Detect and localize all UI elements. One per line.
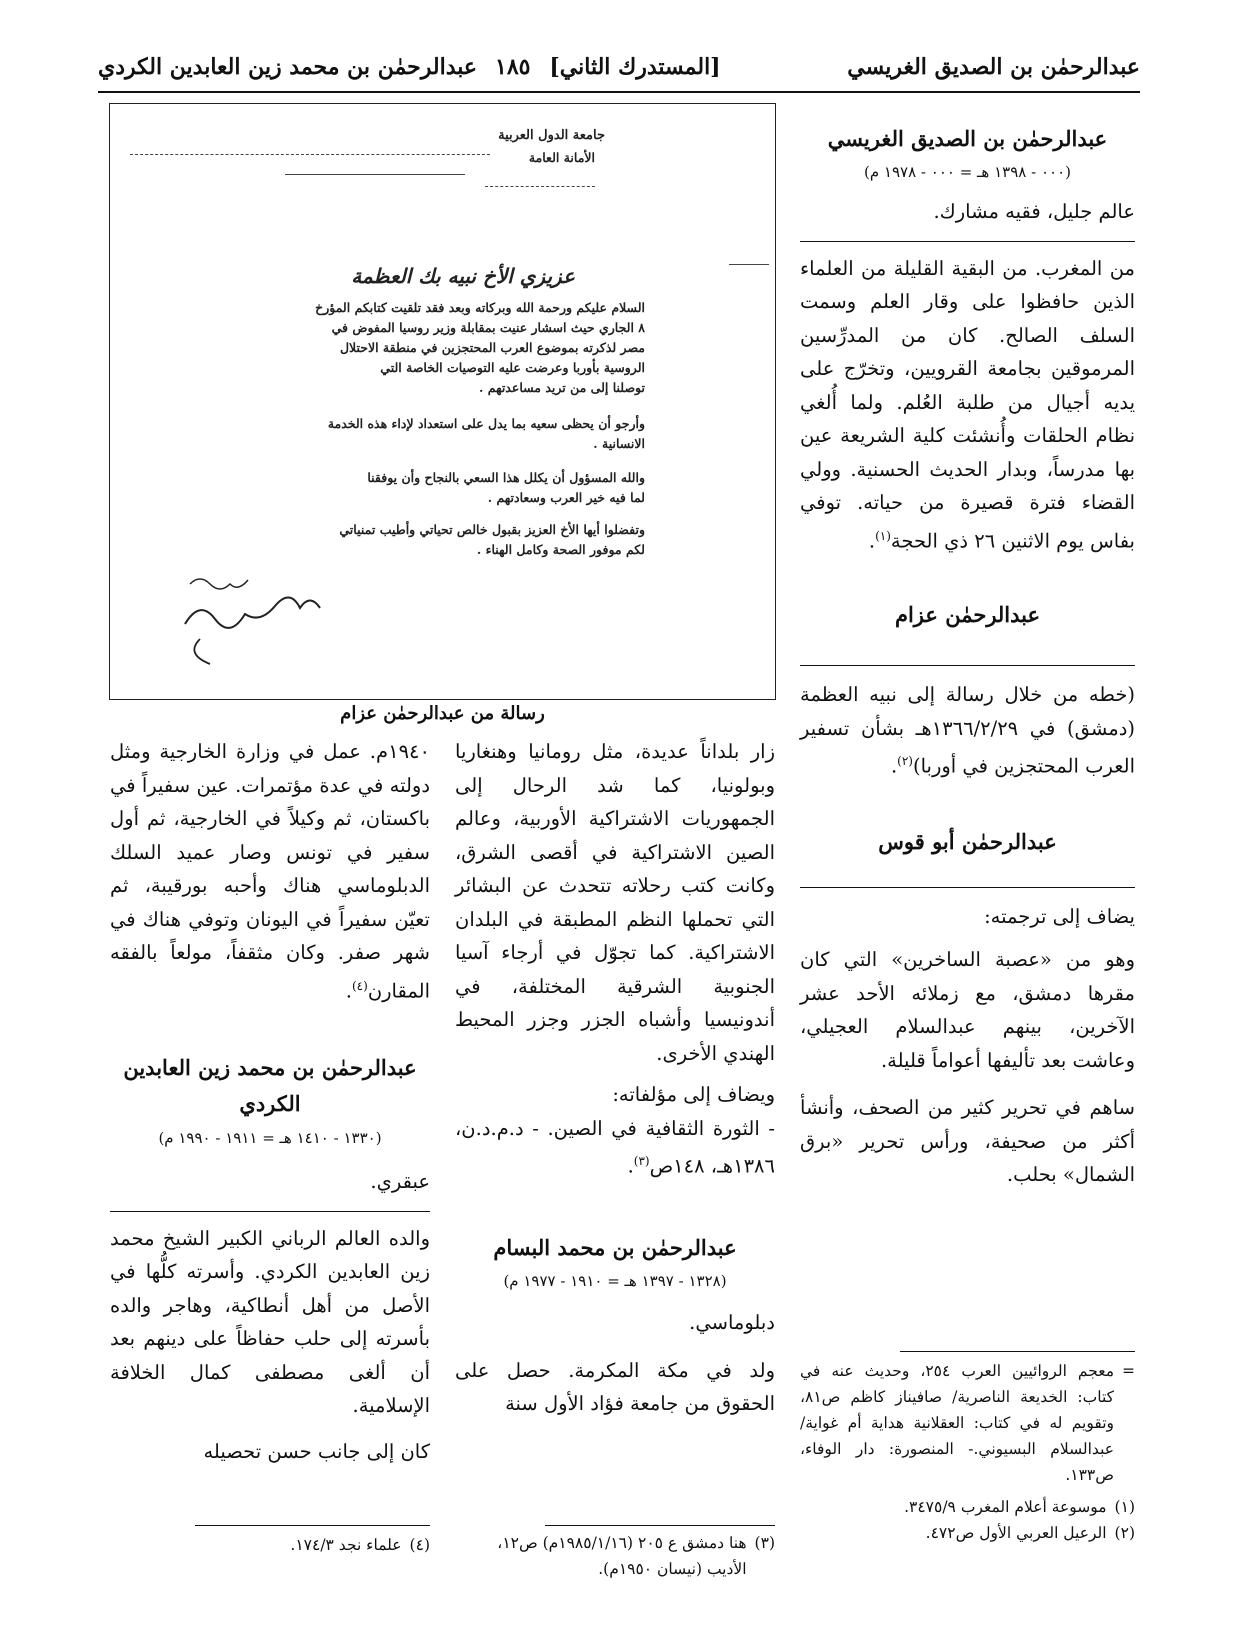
letter-line: توصلنا إلى من تريد مساعدتهم . bbox=[479, 380, 645, 395]
letterhead-scribble bbox=[485, 186, 595, 187]
entry-dates: (١٣٣٠ - ١٤١٠ هـ = ١٩١١ - ١٩٩٠ م) bbox=[158, 1128, 382, 1147]
letter-greeting: عزيزي الأخ نبيه بك العظمة bbox=[351, 264, 575, 288]
footnote-marker: (١) bbox=[1114, 1498, 1135, 1516]
footnote-text: علماء نجد ١٧٤/٣. bbox=[290, 1536, 402, 1554]
entry-title-line: عبدالرحمٰن بن محمد زين العابدين bbox=[123, 1054, 417, 1080]
entry-body: من المغرب. من البقية القليلة من العلماء الذين حافظوا على وقار العلم وسمت السلف الصالح. كان من المدرِّسين المرموقين بجامعة القرويين، وتخرّج على يديه أجيال من طلبة العُلم. ولما أُلغي نظام الحلقات وأُنشئت كلية الشريعة عين بها مدرساً، وبدار الحديث الحسنية. وولي القضاء فترة قصيرة من حياته. توفي بفاس يوم الاثنين ٢٦ ذي الحجة$^{(١)}$. bbox=[800, 256, 1135, 552]
entry-title: عبدالرحمٰن عزام bbox=[894, 601, 1041, 627]
entry-paragraph: وهو من «عصبة الساخرين» التي كان مقرها دمشق، مع زملائه الأحد عشر الآخرين، بينهم عبدالسلام العجيلي، وعاشت بعد تأليفها أعواماً قليلة. bbox=[800, 948, 1135, 1072]
entry-title bbox=[110, 1050, 430, 1122]
section-divider bbox=[800, 241, 1135, 242]
entry-dates: (٠٠٠ - ١٣٩٨ هـ = ٠٠٠ - ١٩٧٨ م) bbox=[864, 162, 1071, 181]
entry-dates: (١٣٢٨ - ١٣٩٧ هـ = ١٩١٠ - ١٩٧٧ م) bbox=[503, 1271, 727, 1290]
letter-facsimile bbox=[109, 103, 776, 700]
footnote-marker: (٣) bbox=[754, 1534, 775, 1552]
footnote-marker: (٢) bbox=[1114, 1524, 1135, 1542]
entry-title: عبدالرحمٰن بن الصديق الغريسي bbox=[827, 126, 1108, 151]
running-header-left: عبدالرحمٰن بن محمد زين العابدين الكردي bbox=[98, 54, 478, 80]
letterhead-date-line bbox=[285, 174, 465, 175]
letter-org-subtitle: الأمانة العامة bbox=[528, 150, 595, 165]
footnote-ref: (٤) bbox=[351, 978, 368, 993]
letter-line: وأرجو أن يحظى سعيه بما يدل على استعداد لإداء هذه الخدمة bbox=[327, 416, 645, 431]
footnote-text: معجم الروائيين العرب ٢٥٤، وحديث عنه في كتاب: الخديعة الناصرية/ صافيناز كاظم ص٨١، وتقويم له في كتاب: العقلانية هداية أم غواية/ عبدالسلام البسيوني.- المنصورة: دار الوفاء، ص١٣٣. bbox=[800, 1362, 1114, 1484]
header-rule bbox=[98, 91, 1140, 93]
letter-line: مصر لذكرته بموضوع العرب المحتجزين في منطقة الاحتلال bbox=[339, 340, 645, 355]
footnote-ref: (١) bbox=[875, 528, 891, 543]
footnote bbox=[455, 1530, 775, 1582]
letter-caption: رسالة من عبدالرحمٰن عزام bbox=[340, 703, 545, 724]
footnote bbox=[800, 1494, 1135, 1520]
letter-line: وتفضلوا أيها الأخ العزيز بقبول خالص تحياتي وأطيب تمنياتي bbox=[339, 522, 645, 537]
entry-summary: عالم جليل، فقيه مشارك. bbox=[933, 200, 1135, 223]
letter-line: والله المسؤول أن يكلل هذا السعي بالنجاح وأن يوفقنا bbox=[367, 470, 645, 485]
entry-paragraph: ساهم في تحرير كثير من الصحف، وأنشأ أكثر من صحيفة، ورأس تحرير «برق الشمال» بحلب. bbox=[800, 1096, 1135, 1186]
section-divider bbox=[800, 665, 1135, 666]
middle-column bbox=[455, 735, 775, 1421]
footnote-rule bbox=[195, 1525, 430, 1526]
entry-paragraph: ١٩٤٠م. عمل في وزارة الخارجية ومثل دولته في عدة مؤتمرات. عين سفيراً في باكستان، ثم وكيلاً في الخارجية، ثم أول سفير في تونس وصار عميد السلك الدبلوماسي هناك وأحبه بورقيبة، ثم تعيّن سفيراً في اليونان وتوفي هناك في شهر صفر. وكان مثقفاً، مولعاً بالفقه المقارن$^{(٤)}$. bbox=[110, 740, 430, 1002]
signature-icon bbox=[180, 564, 360, 674]
entry-title: عبدالرحمٰن بن محمد البسام bbox=[493, 1235, 737, 1260]
left-column bbox=[110, 735, 430, 1468]
entry-summary: عبقري. bbox=[370, 1170, 430, 1193]
running-header-section: [المستدرك الثاني] bbox=[549, 54, 721, 80]
entry-title-line: الكردي bbox=[239, 1090, 301, 1116]
letter-line: السلام عليكم ورحمة الله وبركاته وبعد فقد تلقيت كتابكم المؤرخ bbox=[315, 300, 645, 315]
footnote-ref: (٣) bbox=[633, 1154, 650, 1168]
footnote-row bbox=[110, 1532, 430, 1558]
entry-intro: يضاف إلى ترجمته: bbox=[984, 904, 1135, 928]
letter-line: لكم موفور الصحة وكامل الهناء . bbox=[476, 542, 645, 557]
footnote-marker: (٤) bbox=[409, 1536, 430, 1554]
footnote-row bbox=[455, 1530, 775, 1582]
letter-org-name: جامعة الدول العربية bbox=[498, 128, 605, 143]
footnotes-right bbox=[800, 1358, 1135, 1546]
entry-paragraph: ولد في مكة المكرمة. حصل على الحقوق من جامعة فؤاد الأول سنة bbox=[455, 1358, 775, 1415]
entry-title: عبدالرحمٰن أبو قوس bbox=[878, 829, 1057, 854]
footnote bbox=[800, 1358, 1135, 1488]
section-divider bbox=[800, 887, 1135, 888]
footnote-rule bbox=[900, 1351, 1135, 1352]
footnote-marker: = bbox=[1122, 1362, 1135, 1380]
entry-paragraph: - الثورة الثقافية في الصين. - د.م.د.ن، ١٣٨٦هـ، ١٤٨ص$^{(٣)}$. bbox=[455, 1116, 775, 1178]
footnote-rule bbox=[545, 1525, 775, 1526]
letter-line: الانسانية . bbox=[593, 436, 645, 451]
margin-note-scribble bbox=[729, 264, 769, 265]
entry-body: (خطه من خلال رسالة إلى نبيه العظمة (دمشق) في ١٣٦٦/٢/٢٩هـ بشأن تسفير العرب المحتجزين في أوربا)$^{(٢)}$. bbox=[800, 683, 1135, 778]
footnote-text: الرعيل العربي الأول ص٤٧٢. bbox=[925, 1524, 1107, 1542]
entry-summary: دبلوماسي. bbox=[689, 1311, 775, 1334]
letter-line: لما فيه خير العرب وسعادتهم . bbox=[487, 490, 645, 505]
right-column bbox=[800, 110, 1135, 1192]
running-header-right: عبدالرحمٰن بن الصديق الغريسي bbox=[847, 54, 1140, 80]
page-number: ١٨٥ bbox=[495, 54, 531, 80]
letter-line: ٨ الجاري حيث اسشار عنيت بمقابلة وزير روسيا المفوض في bbox=[331, 320, 645, 335]
entry-paragraph: والده العالم الرباني الكبير الشيخ محمد زين العابدين الكردي. وأسرته كلُّها في الأصل من أهل أنطاكية، وهاجر والده بأسرته إلى حلب حفاظاً على دينهم بعد أن ألغى مصطفى كمال الخلافة الإسلامية. bbox=[110, 1226, 430, 1417]
footnote-text: هنا دمشق ع ٢٠٥ (١٩٨٥/١/١٦م) ص١٢، الأديب (نيسان ١٩٥٠م). bbox=[497, 1534, 747, 1578]
footnote-ref: (٢) bbox=[897, 754, 913, 768]
letterhead-reference-line bbox=[130, 154, 490, 155]
entry-paragraph: زار بلداناً عديدة، مثل رومانيا وهنغاريا وبولونيا، كما شد الرحال إلى الجمهوريات الاشتراكية الأوربية، وعالم الصين الاشتراكية في أقصى الشرق، وكانت كتب رحلاته تتحدث عن البشائر التي تحملها النظم المطبقة في البلدان الاشتراكية. كما تجوّل في أرجاء آسيا الجنوبية الشرقية المختلفة، في أندونيسيا وأشباه الجزر وجزر المحيط الهندي الأخرى. bbox=[455, 740, 775, 1065]
entry-paragraph: كان إلى جانب حسن تحصيله bbox=[203, 1439, 430, 1463]
footnote bbox=[110, 1532, 430, 1558]
letter-line: الروسية بأوربا وعرضت عليه التوصيات الخاصة التي bbox=[380, 360, 645, 375]
footnote-text: موسوعة أعلام المغرب ٣٤٧٥/٩. bbox=[904, 1498, 1107, 1516]
section-divider bbox=[110, 1211, 430, 1212]
entry-intro: ويضاف إلى مؤلفاته: bbox=[612, 1083, 775, 1106]
footnote bbox=[800, 1520, 1135, 1546]
